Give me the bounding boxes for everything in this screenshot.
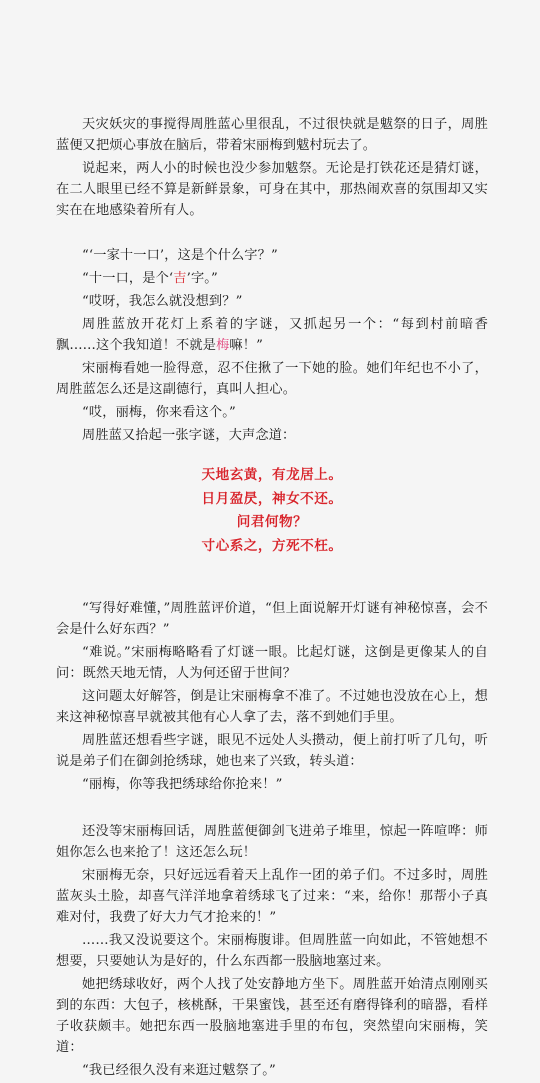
paragraph: 周胜蓝又拾起一张字谜，大声念道：: [82, 428, 296, 443]
paragraph: 说起来，两人小的时候也没少参加魃祭。无论是打铁花还是猜灯谜，在二人眼里已经不算是新鲜景象，可身在其中，那热闹欢喜的氛围却又实实在在地感染着所有人。: [56, 161, 488, 218]
paragraph: 宋丽梅无奈，只好远远看着天上乱作一团的弟子们。不过多时，周胜蓝灰头土脸，却喜气洋洋地拿着绣球飞了过来：“来，给你！那帮小子真难对付，我费了好大力气才抢来的！”: [56, 868, 488, 925]
paragraph: 周胜蓝还想看些字谜，眼见不远处人头攒动，便上前打听了几句，听说是弟子们在御剑抢绣球，她也来了兴致，转头道：: [56, 733, 488, 769]
poem-line: 天地玄黄，有龙居上。: [201, 467, 343, 483]
section-spacer: [56, 797, 488, 821]
paragraph: ……我又没说要这个。宋丽梅腹诽。但周胜蓝一向如此，不管她想不想要，只要她认为是好的，什么东西都一股脑地塞过来。: [56, 933, 488, 969]
text-run: 嘛！”: [229, 338, 263, 353]
text-run: “十一口，是个‘: [82, 271, 174, 286]
paragraph: 她把绣球收好，两个人找了处安静地方坐下。周胜蓝开始清点刚刚买到的东西：大包子，核桃酥，干果蜜饯，甚至还有磨得锋利的暗器，看样子收获颇丰。她把东西一股脑地塞进手里的布包，突然望向宋丽梅，笑道：: [56, 977, 488, 1055]
poem-line: 日月盈昃，神女不还。: [201, 490, 343, 507]
paragraph: “我已经很久没有来逛过魃祭了。”: [82, 1063, 276, 1078]
paragraph: 宋丽梅看她一脸得意，忍不住揪了一下她的脸。她们年纪也不小了，周胜蓝怎么还是这副德行，真叫人担心。: [56, 361, 488, 397]
paragraph: “哎呀，我怎么就没想到？”: [82, 294, 243, 309]
paragraph: “‘一家十一口’，这是个什么字？”: [82, 248, 278, 263]
paragraph: [56, 268, 488, 289]
paragraph: 天灾妖灾的事搅得周胜蓝心里很乱，不过很快就是魃祭的日子，周胜蓝便又把烦心事放在脑后，带着宋丽梅到魃村玩去了。: [56, 117, 488, 153]
riddle-poem: [56, 464, 488, 558]
highlighted-answer: 梅: [216, 338, 230, 353]
reading-page: [56, 114, 488, 1083]
section-spacer: [56, 223, 488, 245]
section-spacer: [56, 576, 488, 598]
poem-line: 问君何物？: [236, 514, 308, 530]
highlighted-answer: 吉: [173, 271, 187, 286]
text-run: 周胜蓝放开花灯上系着的字谜，又抓起另一个：“每到村前暗香飘……这个我知道！不就是: [56, 317, 488, 353]
paragraph: “写得好难懂，”周胜蓝评价道，“但上面说解开灯谜有神秘惊喜，会不会是什么好东西？”: [56, 601, 488, 637]
paragraph: “难说。”宋丽梅略略看了灯谜一眼。比起灯谜，这倒是更像某人的自问：既然天地无情，人为何还留于世间？: [56, 645, 488, 681]
paragraph: “丽梅，你等我把绣球给你抢来！”: [82, 777, 283, 792]
poem-line: 寸心系之，方死不枉。: [201, 537, 343, 554]
paragraph: 这问题太好解答，倒是让宋丽梅拿不准了。不过她也没放在心上，想来这神秘惊喜早就被其他有心人拿了去，落不到她们手里。: [56, 689, 488, 725]
paragraph: 还没等宋丽梅回话，周胜蓝便御剑飞进弟子堆里，惊起一阵喧哗：师姐你怎么也来抢了！这还怎么玩！: [56, 824, 488, 860]
text-run: ’字。”: [186, 271, 218, 286]
paragraph: “哎，丽梅，你来看这个。”: [82, 405, 236, 420]
paragraph: [56, 314, 488, 356]
